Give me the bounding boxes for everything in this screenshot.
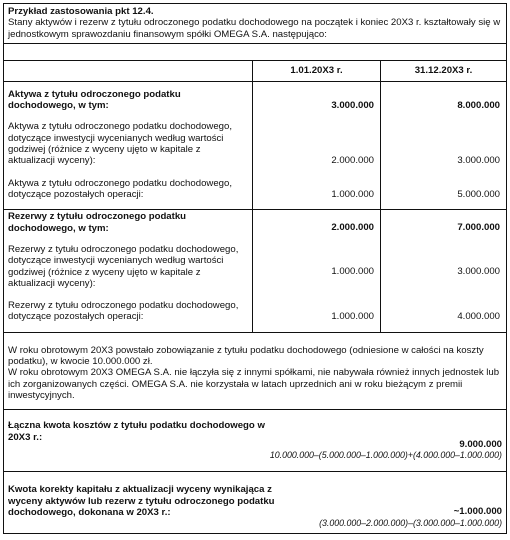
intro-text: Stany aktywów i rezerw z tytułu odroczonego podatku dochodowego na początek i koniec 20X3 r. kształtowały się w jednostkowym sprawozdaniu finansowym spółki OMEGA S.A. następująco: bbox=[8, 17, 501, 40]
total-costs-box bbox=[4, 409, 506, 471]
table-row bbox=[4, 234, 506, 289]
total-costs-formula: 10.000.000–(5.000.000–1.000.000)+(4.000.000–1.000.000) bbox=[269, 450, 502, 461]
assets-fair-value-start: 2.000.000 bbox=[253, 111, 381, 166]
narrative-line-2: W roku obrotowym 20X3 OMEGA S.A. nie łączyła się z innymi spółkami, nie nabywała również innych jednostek lub ich zorganizowanych części. OMEGA S.A. nie korzystała w latach uprzednich ani w roku bieżącym z premii inwestycyjnych. bbox=[8, 367, 500, 401]
assets-fair-value-label: Aktywa z tytułu odroczonego podatku dochodowego, dotyczące inwestycji wycenianych według wartości godziwej (różnice z wyceny ujęto w kapitale z aktualizacji wyceny): bbox=[8, 121, 233, 167]
document-title: Przykład zastosowania pkt 12.4. bbox=[8, 6, 154, 17]
reserves-fair-value-label: Rezerwy z tytułu odroczonego podatku dochodowego, dotyczące inwestycji wycenianych według wartości godziwej (różnice z wyceny ujęto w kapitale z aktualizacji wyceny): bbox=[8, 243, 239, 289]
reserves-total-label: Rezerwy z tytułu odroczonego podatku dochodowego, w tym: bbox=[4, 210, 253, 234]
assets-other-end: 5.000.000 bbox=[381, 167, 507, 210]
reserves-other-end: 4.000.000 bbox=[381, 289, 507, 332]
assets-total-end: 8.000.000 bbox=[381, 81, 507, 111]
reserves-total-end: 7.000.000 bbox=[381, 210, 507, 234]
assets-other-label: Aktywa z tytułu odroczonego podatku dochodowego, dotyczące pozostałych operacji: bbox=[8, 177, 233, 201]
reserves-other-label: Rezerwy z tytułu odroczonego podatku dochodowego, dotyczące pozostałych operacji: bbox=[8, 300, 239, 323]
reserves-total-start: 2.000.000 bbox=[253, 210, 381, 234]
document-page bbox=[3, 3, 507, 534]
table-row bbox=[4, 289, 506, 332]
assets-total-label: Aktywa z tytułu odroczonego podatku dochodowego, w tym: bbox=[8, 88, 181, 112]
column-header-start: 1.01.20X3 r. bbox=[253, 61, 381, 82]
table-row bbox=[4, 210, 506, 234]
assets-other-start: 1.000.000 bbox=[253, 167, 381, 210]
assets-total-start: 3.000.000 bbox=[253, 81, 381, 111]
total-costs-value: 9.000.000 bbox=[459, 438, 502, 450]
total-costs-label: Łączna kwota kosztów z tytułu podatku dochodowego w 20X3 r.: bbox=[8, 420, 265, 443]
correction-box bbox=[4, 471, 506, 528]
table-row bbox=[4, 81, 506, 111]
narrative-line-1: W roku obrotowym 20X3 powstało zobowiązanie z tytułu podatku dochodowego (odniesione w całości na koszty podatku), w kwocie 10.000.000 zł. bbox=[8, 344, 484, 368]
spacer-row bbox=[4, 44, 506, 61]
table-row bbox=[4, 111, 506, 166]
assets-fair-value-end: 3.000.000 bbox=[381, 111, 507, 166]
correction-label: Kwota korekty kapitału z aktualizacji wyceny wynikająca z wyceny aktywów lub rezerw z tytułu odroczonego podatku dochodowego, dokonana w 20X3 r.: bbox=[8, 484, 275, 519]
column-header-end: 31.12.20X3 r. bbox=[381, 61, 507, 82]
correction-value: ~1.000.000 bbox=[453, 506, 502, 518]
reserves-fair-value-end: 3.000.000 bbox=[381, 234, 507, 289]
table-row bbox=[4, 167, 506, 210]
reserves-fair-value-start: 1.000.000 bbox=[253, 234, 381, 289]
header-block bbox=[4, 4, 506, 44]
narrative-paragraph bbox=[4, 332, 506, 409]
reserves-other-start: 1.000.000 bbox=[253, 289, 381, 332]
column-header-empty bbox=[4, 61, 253, 82]
balance-table bbox=[4, 61, 506, 332]
column-header-row bbox=[4, 61, 506, 82]
correction-formula: (3.000.000–2.000.000)–(3.000.000–1.000.000) bbox=[319, 517, 502, 528]
